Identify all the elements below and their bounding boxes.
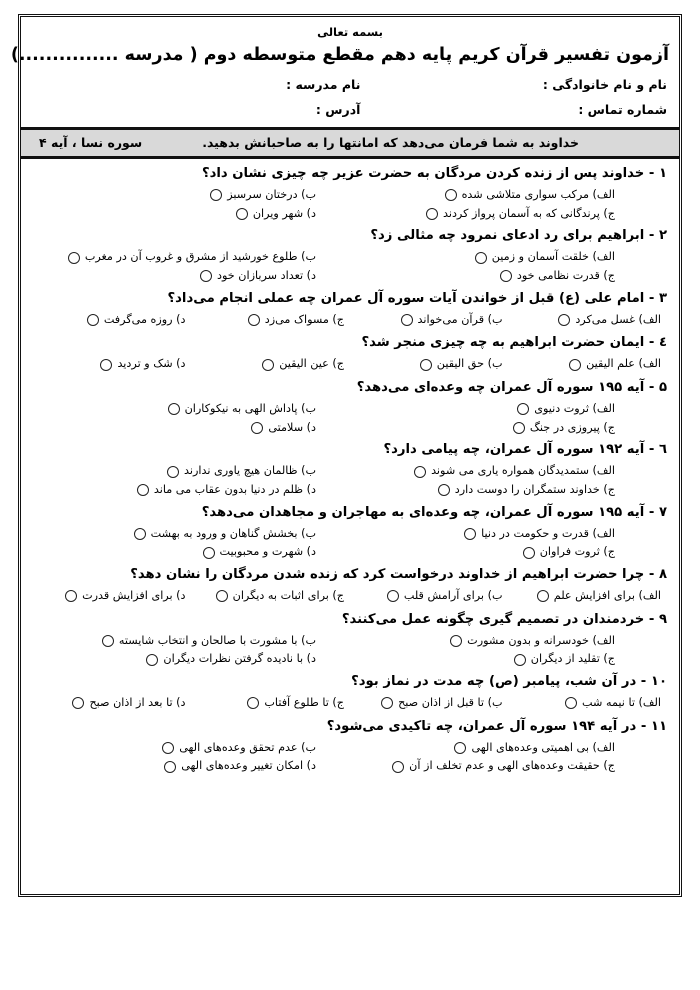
answer-options-row (33, 587, 667, 607)
answer-option-label: د) تا بعد از اذان صبح (89, 696, 186, 710)
question-text: ۸ - چرا حضرت ابراهیم از خداوند درخواست کرد که زنده شدن مردگان را نشان دهد؟ (130, 567, 667, 583)
answer-option-label: ب) طلوع خورشید از مشرق و غروب آن در مغرب (84, 250, 316, 264)
answer-option-label: د) سلامتی (268, 420, 316, 434)
answer-bubble-icon[interactable] (438, 484, 450, 496)
answer-option-label: الف) ثروت دنیوی (534, 401, 615, 415)
answer-option[interactable] (509, 695, 668, 712)
answer-option-label: ب) برای آرامش قلب (403, 589, 503, 603)
answer-option-label: الف) علم الیقین (586, 357, 661, 371)
question-text: ۹ - خردمندان در تصمیم گیری چگونه عمل می‌کنند؟ (341, 611, 667, 627)
answer-bubble-icon[interactable] (381, 697, 393, 709)
answer-option[interactable] (33, 356, 192, 373)
answer-option[interactable] (33, 757, 350, 776)
question-block (33, 441, 667, 499)
question-block (33, 504, 667, 562)
answer-option-label: ج) تا طلوع آفتاب (264, 696, 344, 710)
question-text: ٦ - آیه ۱۹۲ سوره آل عمران، چه پیامی دارد؟ (383, 442, 667, 458)
answer-option[interactable] (192, 588, 351, 605)
field-label-school: نام مدرسه : (286, 77, 361, 92)
answer-option[interactable] (33, 205, 350, 224)
question-block (33, 379, 667, 437)
answer-option[interactable] (33, 481, 350, 500)
answer-option[interactable] (350, 248, 667, 267)
answer-option-label: ج) قدرت نظامی خود (516, 269, 615, 283)
answer-option-label: الف) بی اهمیتی وعده‌های الهی (471, 740, 615, 754)
answer-bubble-icon[interactable] (251, 422, 263, 434)
answer-options-grid (33, 739, 667, 777)
answer-bubble-icon[interactable] (569, 359, 581, 371)
answer-bubble-icon[interactable] (523, 547, 535, 559)
answer-option-label: ج) ثروت فراوان (539, 545, 615, 559)
question-text: ۱۰ - در آن شب، پیامبر (ص) چه مدت در نماز بود؟ (351, 674, 667, 690)
answer-option[interactable] (350, 757, 667, 776)
question-block (33, 290, 667, 331)
answer-bubble-icon[interactable] (537, 590, 549, 602)
answer-bubble-icon[interactable] (65, 590, 77, 602)
answer-options-grid (33, 400, 667, 438)
answer-bubble-icon[interactable] (445, 189, 457, 201)
answer-option-label: الف) غسل می‌کرد (575, 312, 661, 326)
answer-bubble-icon[interactable] (500, 270, 512, 282)
answer-option[interactable] (33, 400, 350, 419)
answer-option-label: د) شک و تردید (117, 357, 186, 371)
answer-bubble-icon[interactable] (565, 697, 577, 709)
answer-option[interactable] (33, 186, 350, 205)
question-block (33, 718, 667, 776)
answer-option[interactable] (509, 312, 668, 329)
question-text: ٤ - ایمان حضرت ابراهیم به چه چیزی منجر شد؟ (361, 335, 667, 351)
exam-title: آزمون تفسیر قرآن کریم پایه دهم مقطع متوسطه دوم ( مدرسه ...............) (10, 45, 669, 65)
answer-bubble-icon[interactable] (168, 403, 180, 415)
question-text: ۵ - آیه ۱۹۵ سوره آل عمران چه وعده‌ای می‌دهد؟ (356, 380, 667, 396)
answer-option-label: ج) برای اثبات به دیگران (232, 589, 344, 603)
answer-option[interactable] (33, 525, 350, 544)
answer-bubble-icon[interactable] (203, 547, 215, 559)
answer-bubble-icon[interactable] (137, 484, 149, 496)
answer-option-label: د) برای افزایش قدرت (82, 589, 186, 603)
answer-bubble-icon[interactable] (454, 742, 466, 754)
answer-option-label: د) ظلم در دنیا بدون عقاب می ماند (153, 483, 316, 497)
answer-option[interactable] (350, 356, 509, 373)
answer-option[interactable] (350, 462, 667, 481)
answer-option[interactable] (350, 739, 667, 758)
verse-banner-reference: سوره نسا ، آیه ۴ (39, 135, 143, 150)
answer-bubble-icon[interactable] (248, 314, 260, 326)
answer-option-label: الف) تا نیمه شب (582, 696, 661, 710)
answer-option-label: د) شهر ویران (252, 206, 316, 220)
answer-bubble-icon[interactable] (426, 208, 438, 220)
answer-option[interactable] (192, 356, 351, 373)
answer-option-label: الف) مرکب سواری متلاشی شده (461, 187, 615, 201)
answer-bubble-icon[interactable] (558, 314, 570, 326)
questions-container (21, 159, 679, 894)
answer-option[interactable] (192, 312, 351, 329)
answer-option-label: ج) پیروزی در جنگ (529, 420, 615, 434)
answer-option-label: ب) قرآن می‌خواند (417, 312, 503, 326)
answer-option[interactable] (350, 543, 667, 562)
question-text: ۳ - امام علی (ع) قبل از خواندن آیات سوره آل عمران چه عملی انجام می‌داد؟ (167, 290, 667, 306)
question-block (33, 334, 667, 375)
answer-options-row (33, 311, 667, 331)
answer-bubble-icon[interactable] (514, 654, 526, 666)
answer-option-label: ب) درختان سرسبز (227, 187, 316, 201)
answer-options-grid (33, 525, 667, 563)
answer-option[interactable] (33, 248, 350, 267)
answer-options-grid (33, 186, 667, 224)
answer-option-label: ب) پاداش الهی به نیکوکاران (184, 401, 316, 415)
answer-bubble-icon[interactable] (401, 314, 413, 326)
answer-option-label: ب) ظالمان هیچ یاوری ندارند (184, 464, 316, 478)
answer-bubble-icon[interactable] (102, 635, 114, 647)
answer-option-label: ج) حقیقت وعده‌های الهی و عدم تخلف از آن (409, 759, 615, 773)
answer-option[interactable] (350, 525, 667, 544)
question-text: ۷ - آیه ۱۹۵ سوره آل عمران، چه وعده‌ای به مهاجران و مجاهدان می‌دهد؟ (201, 504, 667, 520)
answer-option-label: الف) خودسرانه و بدون مشورت (467, 633, 615, 647)
answer-option[interactable] (350, 588, 509, 605)
verse-banner (21, 130, 679, 159)
answer-option-label: د) امکان تغییر وعده‌های الهی (181, 759, 316, 773)
answer-bubble-icon[interactable] (167, 466, 179, 478)
answer-bubble-icon[interactable] (513, 422, 525, 434)
answer-bubble-icon[interactable] (517, 403, 529, 415)
answer-option-label: ج) مسواک می‌زد (264, 312, 344, 326)
answer-option[interactable] (33, 695, 192, 712)
question-block (33, 673, 667, 714)
answer-bubble-icon[interactable] (162, 742, 174, 754)
answer-bubble-icon[interactable] (68, 252, 80, 264)
answer-bubble-icon[interactable] (387, 590, 399, 602)
answer-bubble-icon[interactable] (262, 359, 274, 371)
answer-option[interactable] (33, 588, 192, 605)
bismillah-line: بسمه تعالی (317, 25, 383, 39)
answer-bubble-icon[interactable] (216, 590, 228, 602)
answer-bubble-icon[interactable] (210, 189, 222, 201)
answer-option[interactable] (192, 695, 351, 712)
answer-option-label: ب) با مشورت با صالحان و انتخاب شایسته (118, 633, 316, 647)
answer-option[interactable] (350, 481, 667, 500)
answer-option[interactable] (33, 543, 350, 562)
verse-banner-text: خداوند به شما فرمان می‌دهد که امانتها را به صاحبانش بدهید. (202, 135, 579, 150)
answer-option[interactable] (350, 205, 667, 224)
answer-bubble-icon[interactable] (236, 208, 248, 220)
answer-option-label: د) با نادیده گرفتن نظرات دیگران (163, 652, 316, 666)
question-text: ۱ - خداوند پس از زنده کردن مردگان به حضرت عزیر چه چیزی نشان داد؟ (201, 166, 667, 181)
answer-option[interactable] (33, 739, 350, 758)
answer-option[interactable] (350, 312, 509, 329)
answer-option[interactable] (33, 462, 350, 481)
answer-option[interactable] (350, 650, 667, 669)
answer-bubble-icon[interactable] (450, 635, 462, 647)
answer-bubble-icon[interactable] (100, 359, 112, 371)
answer-option[interactable] (33, 419, 350, 438)
exam-sheet (10, 14, 682, 897)
answer-bubble-icon[interactable] (146, 654, 158, 666)
answer-bubble-icon[interactable] (87, 314, 99, 326)
answer-option-label: ج) عین الیقین (279, 357, 344, 371)
answer-option-label: ب) عدم تحقق وعده‌های الهی (179, 740, 316, 754)
answer-option-label: ب) حق الیقین (436, 357, 503, 371)
answer-option-label: ج) خداوند ستمگران را دوست دارد (454, 483, 615, 497)
answer-option[interactable] (350, 400, 667, 419)
answer-option[interactable] (33, 267, 350, 286)
question-block (33, 566, 667, 607)
answer-bubble-icon[interactable] (414, 466, 426, 478)
answer-bubble-icon[interactable] (134, 528, 146, 540)
student-info-row-2 (31, 102, 669, 117)
exam-header (10, 17, 679, 130)
answer-options-row (33, 355, 667, 375)
question-text: ۱۱ - در آیه ۱۹۴ سوره آل عمران، چه تاکیدی می‌شود؟ (326, 718, 667, 734)
answer-option[interactable] (509, 588, 668, 605)
answer-options-grid (33, 632, 667, 670)
answer-bubble-icon[interactable] (392, 761, 404, 773)
field-label-name: نام و نام خانوادگی : (542, 77, 667, 92)
answer-option-label: الف) خلقت آسمان و زمین (491, 250, 615, 264)
answer-option[interactable] (509, 356, 668, 373)
answer-option-label: ب) تا قبل از اذان صبح (398, 696, 503, 710)
question-text: ۲ - ابراهیم برای رد ادعای نمرود چه مثالی زد؟ (370, 228, 667, 244)
answer-option-label: د) شهرت و محبوبیت (219, 545, 316, 559)
answer-options-grid (33, 462, 667, 500)
answer-option-label: ب) بخشش گناهان و ورود به بهشت (150, 526, 316, 540)
answer-option-label: د) روزه می‌گرفت (103, 312, 186, 326)
answer-bubble-icon[interactable] (420, 359, 432, 371)
answer-bubble-icon[interactable] (164, 761, 176, 773)
question-block (33, 227, 667, 285)
answer-option[interactable] (350, 267, 667, 286)
answer-option-label: ج) پرندگانی که به آسمان پرواز کردند (442, 206, 615, 220)
answer-bubble-icon[interactable] (72, 697, 84, 709)
answer-option-label: الف) برای افزایش علم (553, 589, 661, 603)
question-block (33, 611, 667, 669)
student-info-row-1 (31, 77, 669, 92)
answer-bubble-icon[interactable] (247, 697, 259, 709)
field-label-address: آدرس : (315, 102, 361, 117)
answer-options-grid (33, 248, 667, 286)
answer-bubble-icon[interactable] (475, 252, 487, 264)
field-label-phone: شماره تماس : (578, 102, 667, 117)
answer-bubble-icon[interactable] (464, 528, 476, 540)
answer-option[interactable] (350, 419, 667, 438)
answer-options-row (33, 694, 667, 714)
answer-option-label: د) تعداد سربازان خود (217, 269, 316, 283)
answer-option-label: ج) تقلید از دیگران (530, 652, 615, 666)
answer-option[interactable] (33, 312, 192, 329)
question-block (33, 165, 667, 223)
answer-bubble-icon[interactable] (200, 270, 212, 282)
answer-option[interactable] (350, 632, 667, 651)
answer-option[interactable] (33, 650, 350, 669)
answer-option-label: الف) قدرت و حکومت در دنیا (481, 526, 615, 540)
answer-option-label: الف) ستمدیدگان همواره یاری می شوند (431, 464, 615, 478)
answer-option[interactable] (350, 186, 667, 205)
answer-option[interactable] (33, 632, 350, 651)
answer-option[interactable] (350, 695, 509, 712)
